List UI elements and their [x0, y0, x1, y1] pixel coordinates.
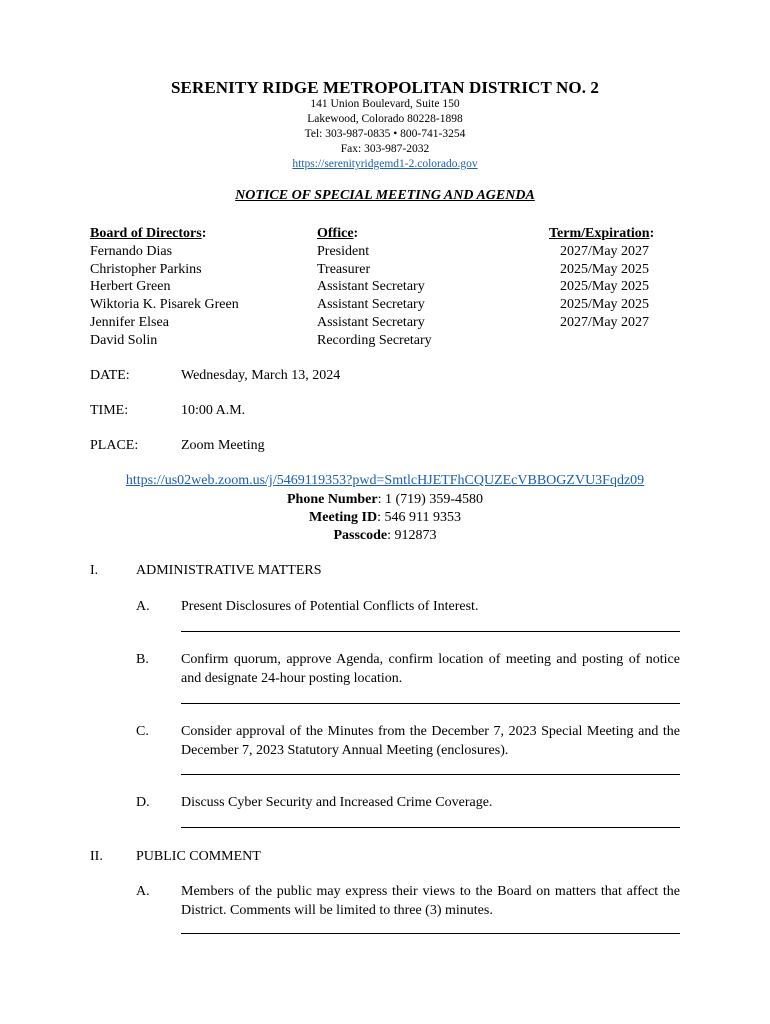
- office-title: President: [317, 243, 370, 259]
- phone-number-value: : 1 (719) 359-4580: [377, 492, 483, 507]
- director-name: Wiktoria K. Pisarek Green: [90, 297, 239, 313]
- notes-line: [181, 933, 680, 934]
- term-value: 2025/May 2025: [560, 279, 650, 295]
- fax-line: Fax: 303-987-2032: [340, 143, 430, 155]
- notes-line: [181, 703, 680, 704]
- date-value: Wednesday, March 13, 2024: [181, 368, 341, 383]
- office-column: [317, 225, 432, 350]
- director-name: Herbert Green: [90, 279, 171, 295]
- telephone-line: Tel: 303-987-0835 • 800-741-3254: [304, 128, 466, 140]
- office-header-colon: :: [353, 226, 359, 241]
- agenda-item-text: Members of the public may express their views to the Board on matters that affect the District. Comments will be limited to three (3) minutes.: [181, 884, 680, 918]
- district-title: SERENITY RIDGE METROPOLITAN DISTRICT NO. 2: [170, 78, 600, 97]
- term-value: 2025/May 2025: [560, 261, 650, 277]
- address-line-2: Lakewood, Colorado 80228-1898: [307, 113, 463, 125]
- zoom-meeting-link[interactable]: https://us02web.zoom.us/j/5469119353?pwd=SmtlcHJETFhCQUZEcVBBOGZVU3Fqdz09: [125, 473, 645, 488]
- zoom-link-wrap: [0, 473, 770, 489]
- meeting-id-value: : 546 911 9353: [377, 510, 461, 525]
- director-name: Jennifer Elsea: [90, 314, 169, 330]
- place-label: PLACE:: [90, 438, 139, 453]
- term-value: 2027/May 2027: [560, 243, 650, 259]
- passcode-line: [0, 527, 770, 545]
- directors-header: Board of Directors: [90, 226, 202, 241]
- notice-title: NOTICE OF SPECIAL MEETING AND AGENDA: [235, 188, 535, 203]
- directors-column: [90, 225, 239, 350]
- office-header: Office: [317, 226, 354, 241]
- phone-number-label: Phone Number: [286, 492, 378, 507]
- term-value: 2027/May 2027: [560, 314, 650, 330]
- directors-header-colon: :: [201, 226, 207, 241]
- director-name: Christopher Parkins: [90, 261, 202, 277]
- website-link[interactable]: https://serenityridgemd1-2.colorado.gov: [292, 158, 478, 170]
- notes-line: [181, 774, 680, 775]
- section-numeral: I.: [90, 563, 99, 578]
- item-letter: D.: [136, 795, 150, 810]
- item-letter: A.: [136, 599, 150, 614]
- term-header: Term/Expiration: [549, 226, 650, 241]
- time-label: TIME:: [90, 403, 129, 418]
- section-numeral: II.: [90, 849, 103, 864]
- section-title: PUBLIC COMMENT: [136, 849, 261, 864]
- passcode-label: Passcode: [333, 528, 388, 543]
- agenda-item-text: Discuss Cyber Security and Increased Crime Coverage.: [181, 795, 493, 810]
- date-label: DATE:: [90, 368, 130, 383]
- phone-number-line: [0, 491, 770, 509]
- office-title: Assistant Secretary: [317, 297, 425, 313]
- agenda-item-text: Consider approval of the Minutes from the December 7, 2023 Special Meeting and the December 7, 2023 Statutory Annual Meeting (enclosures).: [181, 724, 680, 758]
- term-column: [549, 225, 654, 332]
- passcode-value: : 912873: [387, 528, 437, 543]
- office-title: Assistant Secretary: [317, 314, 425, 330]
- notes-line: [181, 827, 680, 828]
- agenda-item-text: Confirm quorum, approve Agenda, confirm location of meeting and posting of notice and designate 24-hour posting location.: [181, 652, 680, 686]
- office-title: Recording Secretary: [317, 332, 432, 348]
- office-title: Assistant Secretary: [317, 279, 425, 295]
- website-wrap: [0, 157, 770, 172]
- notes-line: [181, 631, 680, 632]
- item-letter: C.: [136, 724, 149, 739]
- place-value: Zoom Meeting: [181, 438, 265, 453]
- address-line-1: 141 Union Boulevard, Suite 150: [310, 98, 460, 110]
- agenda-item-text: Present Disclosures of Potential Conflicts of Interest.: [181, 599, 479, 614]
- item-letter: B.: [136, 652, 149, 667]
- term-value: 2025/May 2025: [560, 297, 650, 313]
- director-name: David Solin: [90, 332, 158, 348]
- meeting-id-label: Meeting ID: [309, 510, 378, 525]
- director-name: Fernando Dias: [90, 243, 173, 259]
- meeting-id-line: [0, 509, 770, 527]
- term-header-colon: :: [649, 226, 655, 241]
- item-letter: A.: [136, 884, 150, 899]
- office-title: Treasurer: [317, 261, 371, 277]
- section-title: ADMINISTRATIVE MATTERS: [136, 563, 322, 578]
- time-value: 10:00 A.M.: [181, 403, 246, 418]
